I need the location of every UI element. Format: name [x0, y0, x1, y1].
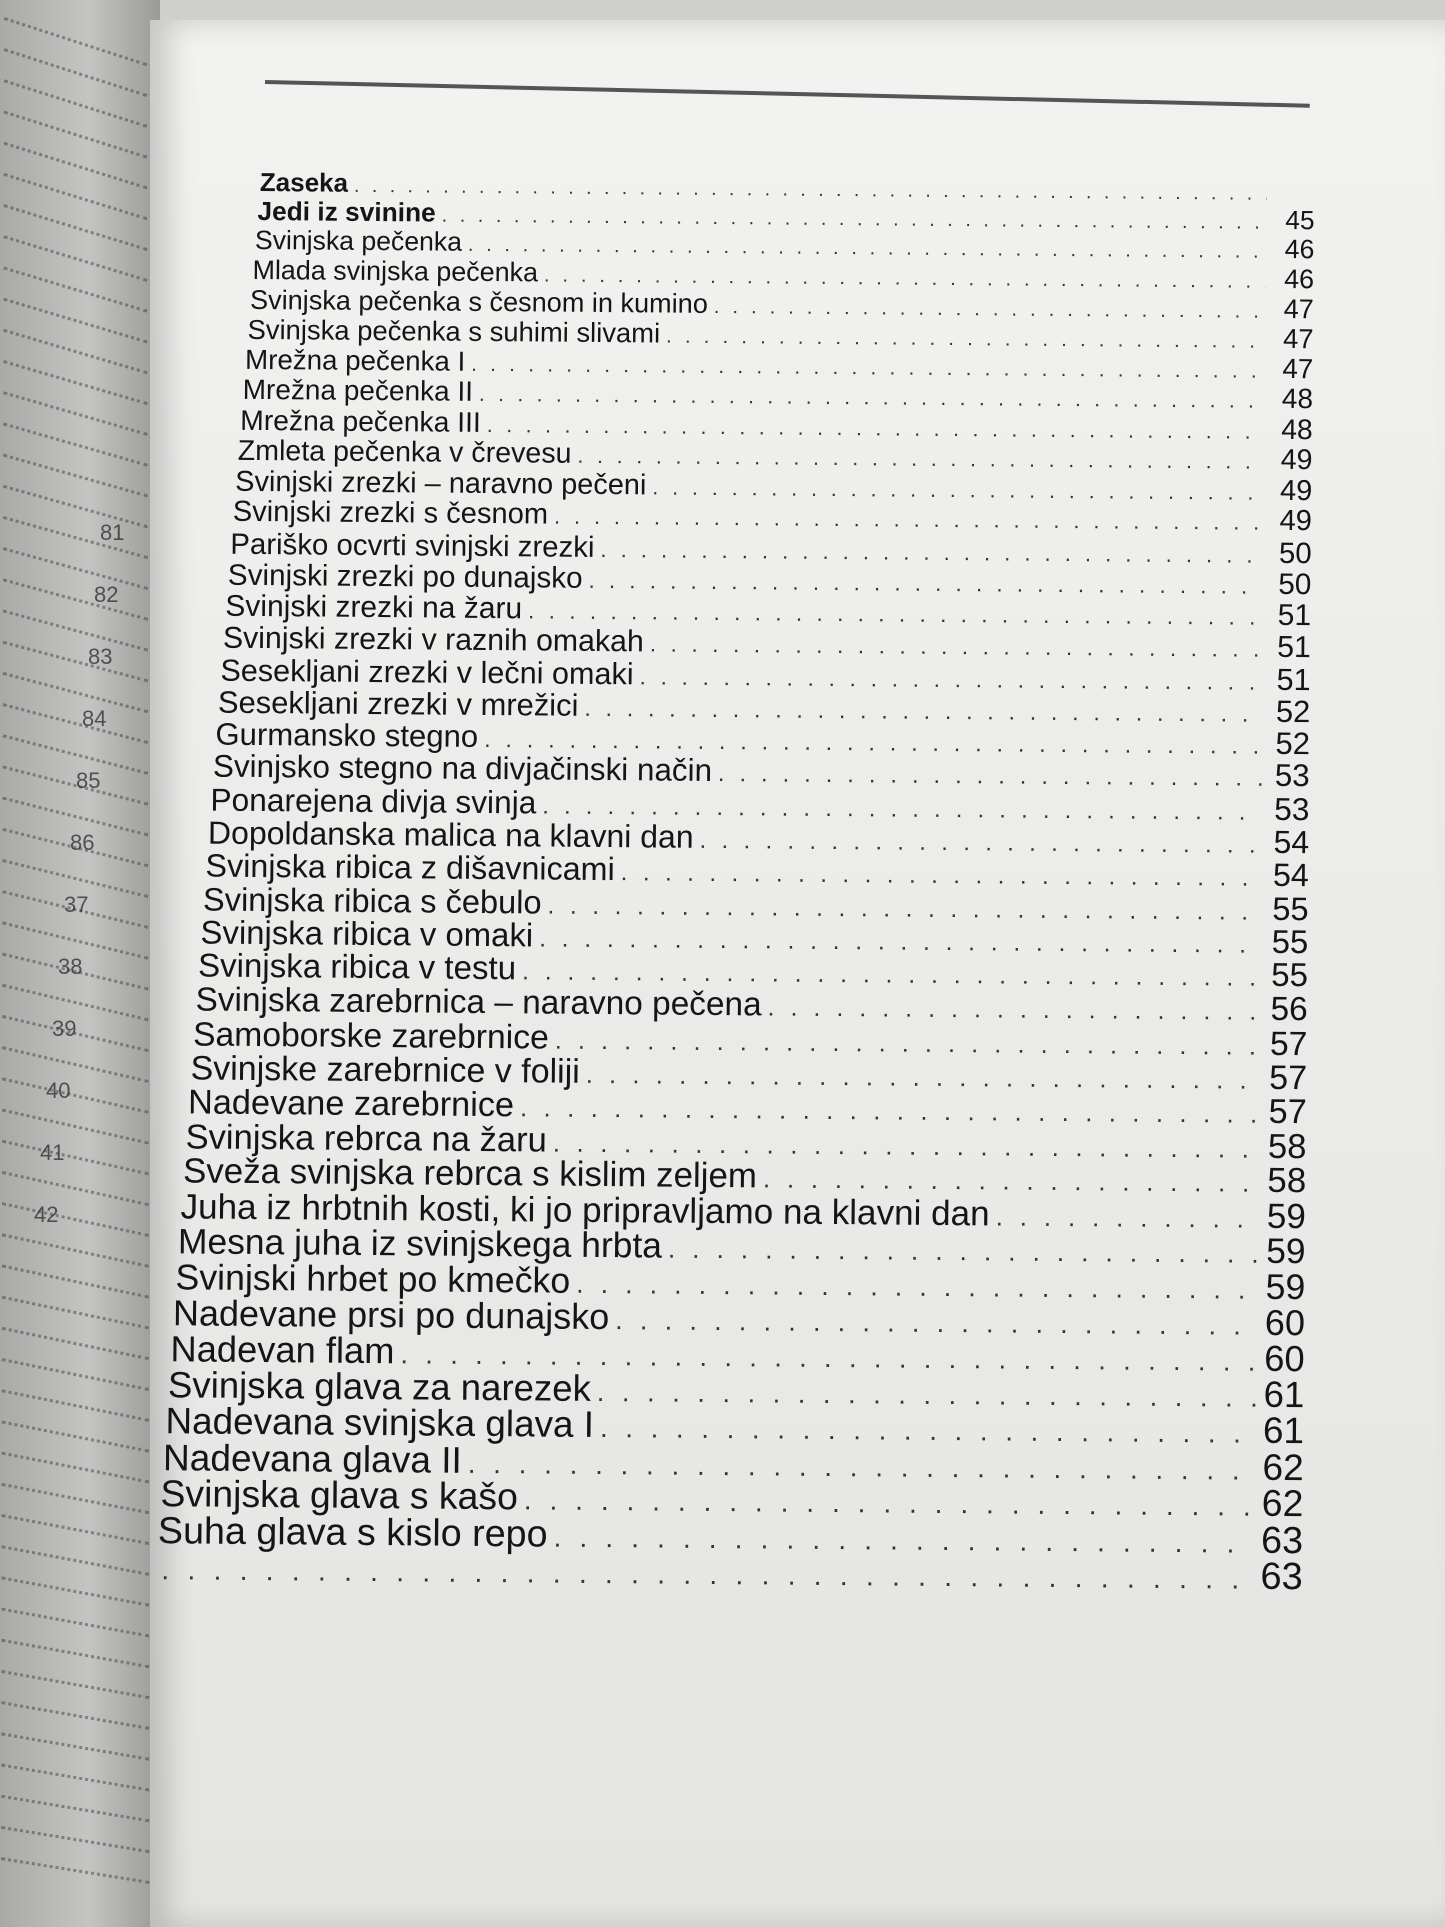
toc-entry-page: 57 [1269, 1024, 1308, 1064]
toc-entry-page: 61 [1262, 1409, 1305, 1451]
toc-leader-dots [621, 856, 1261, 895]
toc-entry-title: Svinjska ribica s čebulo [202, 880, 542, 921]
toc-entry-page: 58 [1267, 1127, 1307, 1166]
toc-entry-page: 47 [1282, 322, 1314, 355]
toc-entry-page: 61 [1263, 1373, 1305, 1415]
facing-page-leader-dots [3, 17, 148, 69]
facing-page-leader-dots [1, 1264, 149, 1301]
toc-entry-page: 54 [1272, 856, 1310, 894]
facing-page-number: 86 [70, 830, 95, 855]
toc-entry-page: 55 [1271, 956, 1309, 995]
toc-entry-page: 47 [1283, 293, 1314, 325]
toc-entry-page: 51 [1277, 599, 1312, 633]
facing-page-leader-dots [1, 1576, 150, 1609]
facing-page-number: 82 [94, 582, 119, 607]
facing-page-leader-dots [1, 1483, 149, 1517]
toc-entry-page: 52 [1275, 725, 1311, 762]
toc-entry-page: 57 [1268, 1093, 1307, 1132]
facing-page-leader-dots [1, 1670, 150, 1702]
toc-entry-title: Svinjske zarebrnice v foliji [190, 1049, 580, 1091]
toc-entry-title: Svinjska zarebrnica – naravno pečena [195, 981, 762, 1024]
facing-page-leader-dots [1, 1452, 149, 1487]
toc-entry-title: Zaseka [259, 167, 349, 198]
toc-leader-dots [699, 824, 1261, 862]
facing-page-leader-dots [1, 1514, 149, 1548]
toc-entry-title: Suha glava s kislo repo [157, 1509, 548, 1555]
toc-entry-title: Ponarejena divja svinja [210, 781, 537, 821]
toc-entry-page: 49 [1280, 443, 1313, 477]
toc-entry-title: Juha iz hrbtnih kosti, ki jo pripravljamo na klavni dan [180, 1187, 990, 1234]
facing-page-number: 85 [76, 768, 101, 793]
toc-entry-title: Gurmansko stegno [215, 716, 479, 755]
facing-page-leader-dots [1, 1171, 149, 1209]
toc-entry-page: 50 [1278, 536, 1312, 570]
toc-entry-title: Svinjska pečenka [254, 225, 463, 257]
toc-entry-title: Mesna juha iz svinjskega hrbta [177, 1221, 663, 1266]
toc-entry-page: 56 [1270, 990, 1308, 1029]
toc-entry-title: Svinjski hrbet po kmečko [175, 1257, 571, 1301]
book-page [150, 20, 1445, 1927]
toc-entry-title: Sesekljani zrezki v lečni omaki [220, 653, 634, 692]
toc-entry-page: 59 [1266, 1231, 1306, 1272]
toc-entry-title: Pariško ocvrti svinjski zrezki [230, 527, 595, 564]
toc-entry-title: Svinjska glava za narezek [167, 1364, 592, 1409]
toc-entry-title: Svinjska rebrca na žaru [185, 1118, 548, 1160]
toc-leader-dots [554, 501, 1264, 538]
facing-page-leader-dots [1, 1701, 150, 1733]
toc-entry-title: Samoborske zarebrnice [192, 1015, 549, 1057]
toc-entry-page: 49 [1279, 505, 1313, 538]
toc-leader-dots [586, 1058, 1260, 1098]
facing-page-number: 84 [82, 706, 107, 731]
toc-entry-title: Dopoldanska malica na klavni dan [207, 814, 694, 855]
toc-entry-title: Svinjski zrezki po dunajsko [227, 558, 583, 595]
toc-entry-title: Svinjsko stegno na divjačinski način [212, 749, 713, 789]
toc-entry-title: Svinjski zrezki v raznih omakah [222, 621, 644, 659]
facing-page-number: 41 [40, 1140, 65, 1165]
facing-page-leader-dots [1, 1109, 149, 1148]
toc-entry-title: Svinjska ribica v testu [197, 947, 517, 988]
toc-entry-title: Nadevane zarebrnice [187, 1083, 515, 1125]
toc-entry-page: 63 [1260, 1518, 1304, 1562]
toc-entry-page: 55 [1272, 889, 1309, 928]
facing-page-number: 83 [88, 644, 113, 669]
toc-entry-page: 54 [1273, 823, 1310, 861]
toc-entry-title: Nadevan flam [170, 1328, 395, 1372]
toc-entry-title: Mrežna pečenka I [245, 343, 466, 377]
facing-page-number: 42 [34, 1202, 59, 1227]
toc-entry-page: 62 [1261, 1482, 1304, 1525]
toc-leader-dots [600, 1410, 1256, 1452]
toc-entry-title: Svinjski zrezki na žaru [225, 590, 523, 626]
toc-entry-title: Svinjska ribica z dišavnicami [205, 847, 615, 887]
toc-entry-title: Nadevana svinjska glava I [165, 1400, 595, 1445]
toc-entry-title: Sesekljani zrezki v mrežici [217, 684, 579, 723]
adjacent-page-edge [0, 0, 160, 1927]
facing-page-leader-dots [1, 1764, 150, 1795]
toc-entry-title: Svinjska glava s kašo [160, 1472, 519, 1518]
facing-page-number: 81 [100, 520, 125, 545]
facing-page-leader-dots [1, 1639, 150, 1671]
header-rule [265, 80, 1310, 108]
toc-entry-title: Svinjski zrezki – naravno pečeni [235, 465, 647, 501]
facing-page-leader-dots [1, 1327, 149, 1363]
facing-page-leader-dots [1, 1233, 149, 1270]
toc-leader-dots [650, 628, 1263, 665]
toc-entry-title: Sveža svinjska rebrca s kislim zeljem [182, 1151, 758, 1196]
toc-entry-page: 59 [1266, 1197, 1307, 1237]
toc-entry-title: Svinjska ribica v omaki [200, 913, 534, 954]
facing-page-leader-dots [1, 1826, 150, 1856]
toc-entry-page: 51 [1277, 630, 1311, 665]
facing-page-leader-dots [1, 1420, 149, 1455]
toc-entry-title: Mrežna pečenka III [240, 404, 481, 439]
toc-leader-dots [639, 660, 1262, 697]
facing-page-leader-dots [1, 1389, 149, 1425]
toc-entry-page: 63 [1260, 1555, 1303, 1598]
facing-page-number: 38 [58, 954, 83, 979]
toc-entry-page: 59 [1265, 1266, 1306, 1307]
toc-entry-page: 55 [1271, 923, 1309, 961]
facing-page-leader-dots [1, 1795, 150, 1826]
toc-entry-title: Nadevana glava II [162, 1436, 463, 1481]
toc-entry-page: 58 [1267, 1161, 1307, 1201]
toc-entry-page: 57 [1269, 1058, 1308, 1098]
toc-entry-page: 60 [1264, 1337, 1305, 1380]
toc-entry-page: 46 [1284, 263, 1315, 294]
facing-page-number: 37 [64, 892, 89, 917]
toc-entry-title: Nadevane prsi po dunajsko [172, 1292, 610, 1338]
toc-entry-title: Svinjski zrezki s česnom [232, 496, 549, 531]
toc-entry-page: 48 [1281, 413, 1313, 446]
facing-page-leader-dots [1, 1077, 149, 1116]
facing-page-leader-dots [1, 1046, 148, 1086]
toc-entry-page: 53 [1274, 758, 1310, 794]
toc-entry-page: 50 [1278, 567, 1312, 602]
toc-entry-title: Svinjska pečenka s česnom in kumino [249, 284, 708, 320]
toc-entry-title: Mlada svinjska pečenka [252, 254, 539, 288]
facing-page-leader-dots [1, 1202, 149, 1240]
toc-entry-page: 60 [1264, 1302, 1306, 1344]
toc-entry-title: Mrežna pečenka II [242, 373, 474, 407]
toc-leader-dots [553, 1519, 1255, 1562]
facing-page-leader-dots [1, 1608, 150, 1641]
table-of-contents [157, 167, 1370, 1598]
facing-page-number: 39 [52, 1016, 77, 1041]
facing-page-leader-dots [0, 1857, 149, 1887]
toc-leader-dots [668, 1232, 1258, 1272]
facing-page-leader-dots [1, 1296, 149, 1333]
toc-leader-dots [597, 1374, 1257, 1416]
facing-page-leader-dots [1, 1140, 149, 1179]
toc-leader-dots [995, 1200, 1258, 1237]
facing-page-leader-dots [1, 1732, 150, 1763]
toc-entry-title: Svinjska pečenka s suhimi slivami [247, 313, 661, 349]
toc-entry-page: 46 [1284, 234, 1315, 265]
toc-entry-page: 62 [1262, 1445, 1304, 1489]
toc-entry-page: 49 [1279, 474, 1313, 507]
toc-entry-page: 45 [1285, 204, 1315, 236]
toc-entry-title: Jedi iz svinine [257, 195, 436, 228]
toc-entry-page: 47 [1282, 352, 1314, 385]
facing-page-leader-dots [1, 1358, 149, 1394]
toc-entry-page: 53 [1274, 790, 1310, 828]
toc-entry-title: Zmleta pečenka v črevesu [237, 434, 572, 470]
toc-entry-page: 52 [1275, 693, 1311, 730]
toc-leader-dots [718, 758, 1262, 795]
toc-leader-dots [576, 1267, 1257, 1308]
toc-entry-page: 48 [1281, 382, 1314, 415]
toc-entry-page: 51 [1276, 662, 1311, 698]
facing-page-leader-dots [1, 1545, 150, 1579]
toc-leader-dots [767, 990, 1259, 1028]
facing-page-number: 40 [46, 1078, 71, 1103]
